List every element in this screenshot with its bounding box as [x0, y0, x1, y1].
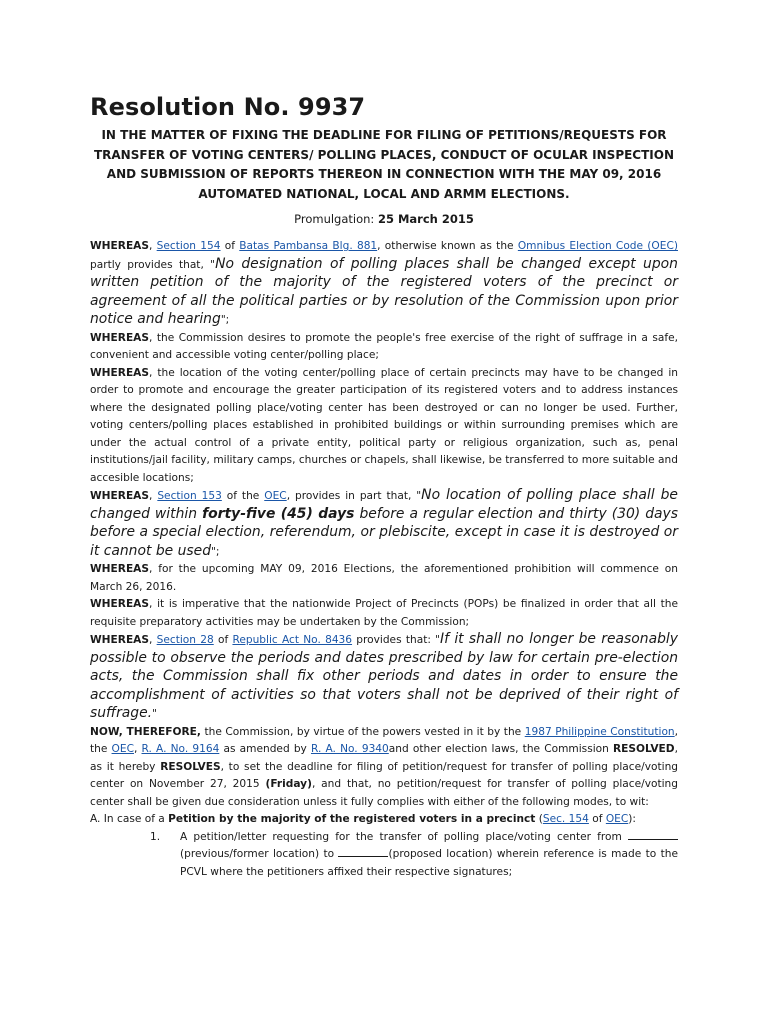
text-fragment: and other election laws, the Commission — [388, 743, 614, 755]
whereas-paragraph-5 — [90, 561, 678, 596]
paragraph-text: , it is imperative that the nationwide Project of Precincts (POPs) be finalized in order that all the requisite preparatory activities may be undertaken by the Commission; — [90, 598, 678, 628]
whereas-paragraph-4: WHEREAS, Section 153 of the OEC, provides in part that, "No location of polling place shall be changed within forty-five (45) days before a regular election and thirty (30) days before a special election, referendum, or plebiscite, except in case it is destroyed or it cannot be used"; — [90, 487, 679, 559]
text-fragment: ( — [535, 813, 543, 825]
whereas-paragraph-7: WHEREAS, Section 28 of Republic Act No. 8436 provides that: "If it shall no longer be reasonably possible to observe the periods and dates prescribed by law for certain pre-election acts, the Commission shall fix other periods and dates in order to ensure the accomplishment of activities so that voters shall not be deprived of their right of suffrage." — [90, 631, 678, 721]
republic-act-8436-link[interactable]: Republic Act No. 8436 — [232, 634, 353, 646]
document-body — [90, 238, 678, 881]
text-fragment: partly provides that, " — [90, 258, 216, 271]
promulgation-line — [90, 210, 678, 228]
text-fragment: , to set the deadline for filing of petition/request for transfer of polling place/voting center on November 27, 2015 — [90, 760, 679, 790]
sec-154-link[interactable]: Sec. 154 — [542, 813, 589, 825]
promulgation-date: 25 March 2015 — [377, 212, 474, 226]
text-fragment: as amended by — [219, 743, 311, 755]
whereas-label: WHEREAS — [90, 634, 150, 646]
whereas-paragraph-3 — [90, 365, 678, 488]
resolved-emphasis: RESOLVED — [613, 743, 675, 755]
promulgation-label: Promulgation: — [294, 212, 378, 226]
now-therefore-paragraph — [90, 724, 678, 812]
mode-a-heading — [90, 811, 678, 829]
text-fragment: , provides in part that, " — [286, 490, 422, 502]
ra-9164-link[interactable]: R. A. No. 9164 — [141, 743, 220, 755]
text-fragment: " — [152, 708, 157, 720]
whereas-label: WHEREAS — [90, 366, 150, 379]
whereas-paragraph-1: WHEREAS, Section 154 of Batas Pambansa Blg. 881, otherwise known as the Omnibus Election Code (OEC) partly provides that, "No designation of polling places shall be changed except upon written petition of the majority of the registered voters of the precinct or agreement of all the political parties or by resolution of the Commission upon prior notice and hearing"; — [90, 240, 678, 327]
oec-link[interactable]: OEC — [111, 743, 134, 755]
ra-9340-link[interactable]: R. A. No. 9340 — [310, 743, 389, 755]
text-fragment: (previous/former location) to — [180, 848, 339, 860]
list-item-number: 1. — [150, 830, 161, 843]
text-fragment: , the — [90, 725, 679, 755]
batas-pambansa-link[interactable]: Batas Pambansa Blg. 881 — [239, 240, 378, 252]
text-fragment: "; — [211, 545, 220, 558]
document-subtitle: IN THE MATTER OF FIXING THE DEADLINE FOR FILING OF PETITIONS/REQUESTS FOR TRANSFER OF VOTING CENTERS/ POLLING PLACES, CONDUCT OF OCULAR INSPECTION AND SUBMISSION OF REPORTS THEREON IN CONNECTION WITH THE MAY 09, 2016 AUTOMATED NATIONAL, LOCAL AND ARMM ELECTIONS. — [93, 128, 675, 201]
oec-link[interactable]: OEC — [605, 813, 629, 825]
text-fragment: the Commission, by virtue of the powers vested in it by the — [200, 725, 525, 738]
quote-section-154: No designation of polling places shall be changed except upon written petition of the majority of the registered voters of the precinct or agreement of all the political parties or by resolution of the Commission upon prior notice and hearing — [90, 255, 678, 327]
whereas-label: WHEREAS — [90, 240, 150, 252]
text-fragment: , otherwise known as the — [377, 240, 518, 252]
quote-emphasis: forty-five (45) days — [202, 505, 355, 522]
now-therefore-label: NOW, THEREFORE, — [90, 725, 201, 738]
list-item — [150, 829, 678, 882]
paragraph-text: , the location of the voting center/polling place of certain precincts may have to be changed in order to promote and encourage the greater participation of its registered voters and to address instances where the designated polling place/voting center has been destroyed or can no longer be used. Further, voting centers/polling places established in prohibited buildings or within surrounding premises which are under the actual control of a private entity, political party or religious organization, such as, penal institutions/jail facility, military camps, churches or chapels, shall likewise, be transferred to more suitable and accesible locations; — [90, 366, 678, 484]
document-title: Resolution No. 9937 — [90, 93, 366, 121]
whereas-label: WHEREAS — [90, 563, 150, 575]
text-fragment: A petition/letter requesting for the transfer of polling place/voting center from — [180, 830, 628, 843]
text-fragment: A. In case of a — [90, 813, 169, 825]
whereas-label: WHEREAS — [90, 490, 150, 502]
paragraph-text: , for the upcoming MAY 09, 2016 Elections, the aforementioned prohibition will commence on March 26, 2016. — [90, 563, 678, 593]
quote-fragment: before a regular election and thirty (30) days before a special election, referendum, or plebiscite, except in case it is destroyed or it cannot be used — [90, 505, 679, 559]
text-fragment: (proposed location) wherein reference is made to the PCVL where the petitioners affixed their respective signatures; — [180, 848, 678, 878]
text-fragment: of — [588, 813, 606, 825]
whereas-paragraph-2 — [90, 330, 678, 365]
text-fragment: , — [133, 743, 142, 755]
document-page — [90, 92, 678, 881]
paragraph-text: , the Commission desires to promote the people's free exercise of the right of suffrage in a safe, convenient and accessible voting center/polling place; — [90, 331, 678, 361]
text-fragment: "; — [220, 314, 230, 326]
resolves-emphasis: RESOLVES — [160, 760, 221, 773]
section-154-link[interactable]: Section 154 — [156, 240, 221, 252]
text-fragment: of — [213, 634, 233, 646]
whereas-paragraph-6 — [90, 596, 678, 631]
text-fragment: ): — [628, 813, 636, 825]
text-fragment: provides that: " — [352, 634, 441, 646]
whereas-label: WHEREAS — [90, 598, 150, 610]
constitution-link[interactable]: 1987 Philippine Constitution — [524, 725, 675, 738]
whereas-label: WHEREAS — [90, 331, 150, 344]
requirements-list — [150, 829, 678, 882]
blank-line — [628, 829, 678, 840]
section-28-link[interactable]: Section 28 — [156, 634, 214, 646]
text-fragment: of — [220, 240, 240, 252]
text-fragment: of the — [221, 490, 265, 502]
text-fragment: , as it hereby — [90, 743, 678, 773]
friday-emphasis: (Friday) — [265, 778, 312, 790]
text-fragment: , and that, no petition/request for transfer of polling place/voting center shall be given due consideration unless it fully complies with either of the following modes, to wit: — [90, 778, 678, 808]
mode-a-emphasis: Petition by the majority of the registered voters in a precinct — [168, 813, 536, 825]
oec-link[interactable]: OEC — [264, 490, 287, 502]
quote-section-28: If it shall no longer be reasonably possible to observe the periods and dates prescribed by law for certain pre-election acts, the Commission shall fix other periods and dates in order to ensure the accomplishment of activities so that voters shall not be deprived of their right of suffrage. — [90, 631, 678, 721]
section-153-link[interactable]: Section 153 — [157, 490, 222, 502]
blank-line — [338, 846, 388, 857]
omnibus-election-code-link[interactable]: Omnibus Election Code (OEC) — [517, 240, 678, 252]
quote-fragment: No location of polling place shall be changed within — [90, 487, 678, 522]
